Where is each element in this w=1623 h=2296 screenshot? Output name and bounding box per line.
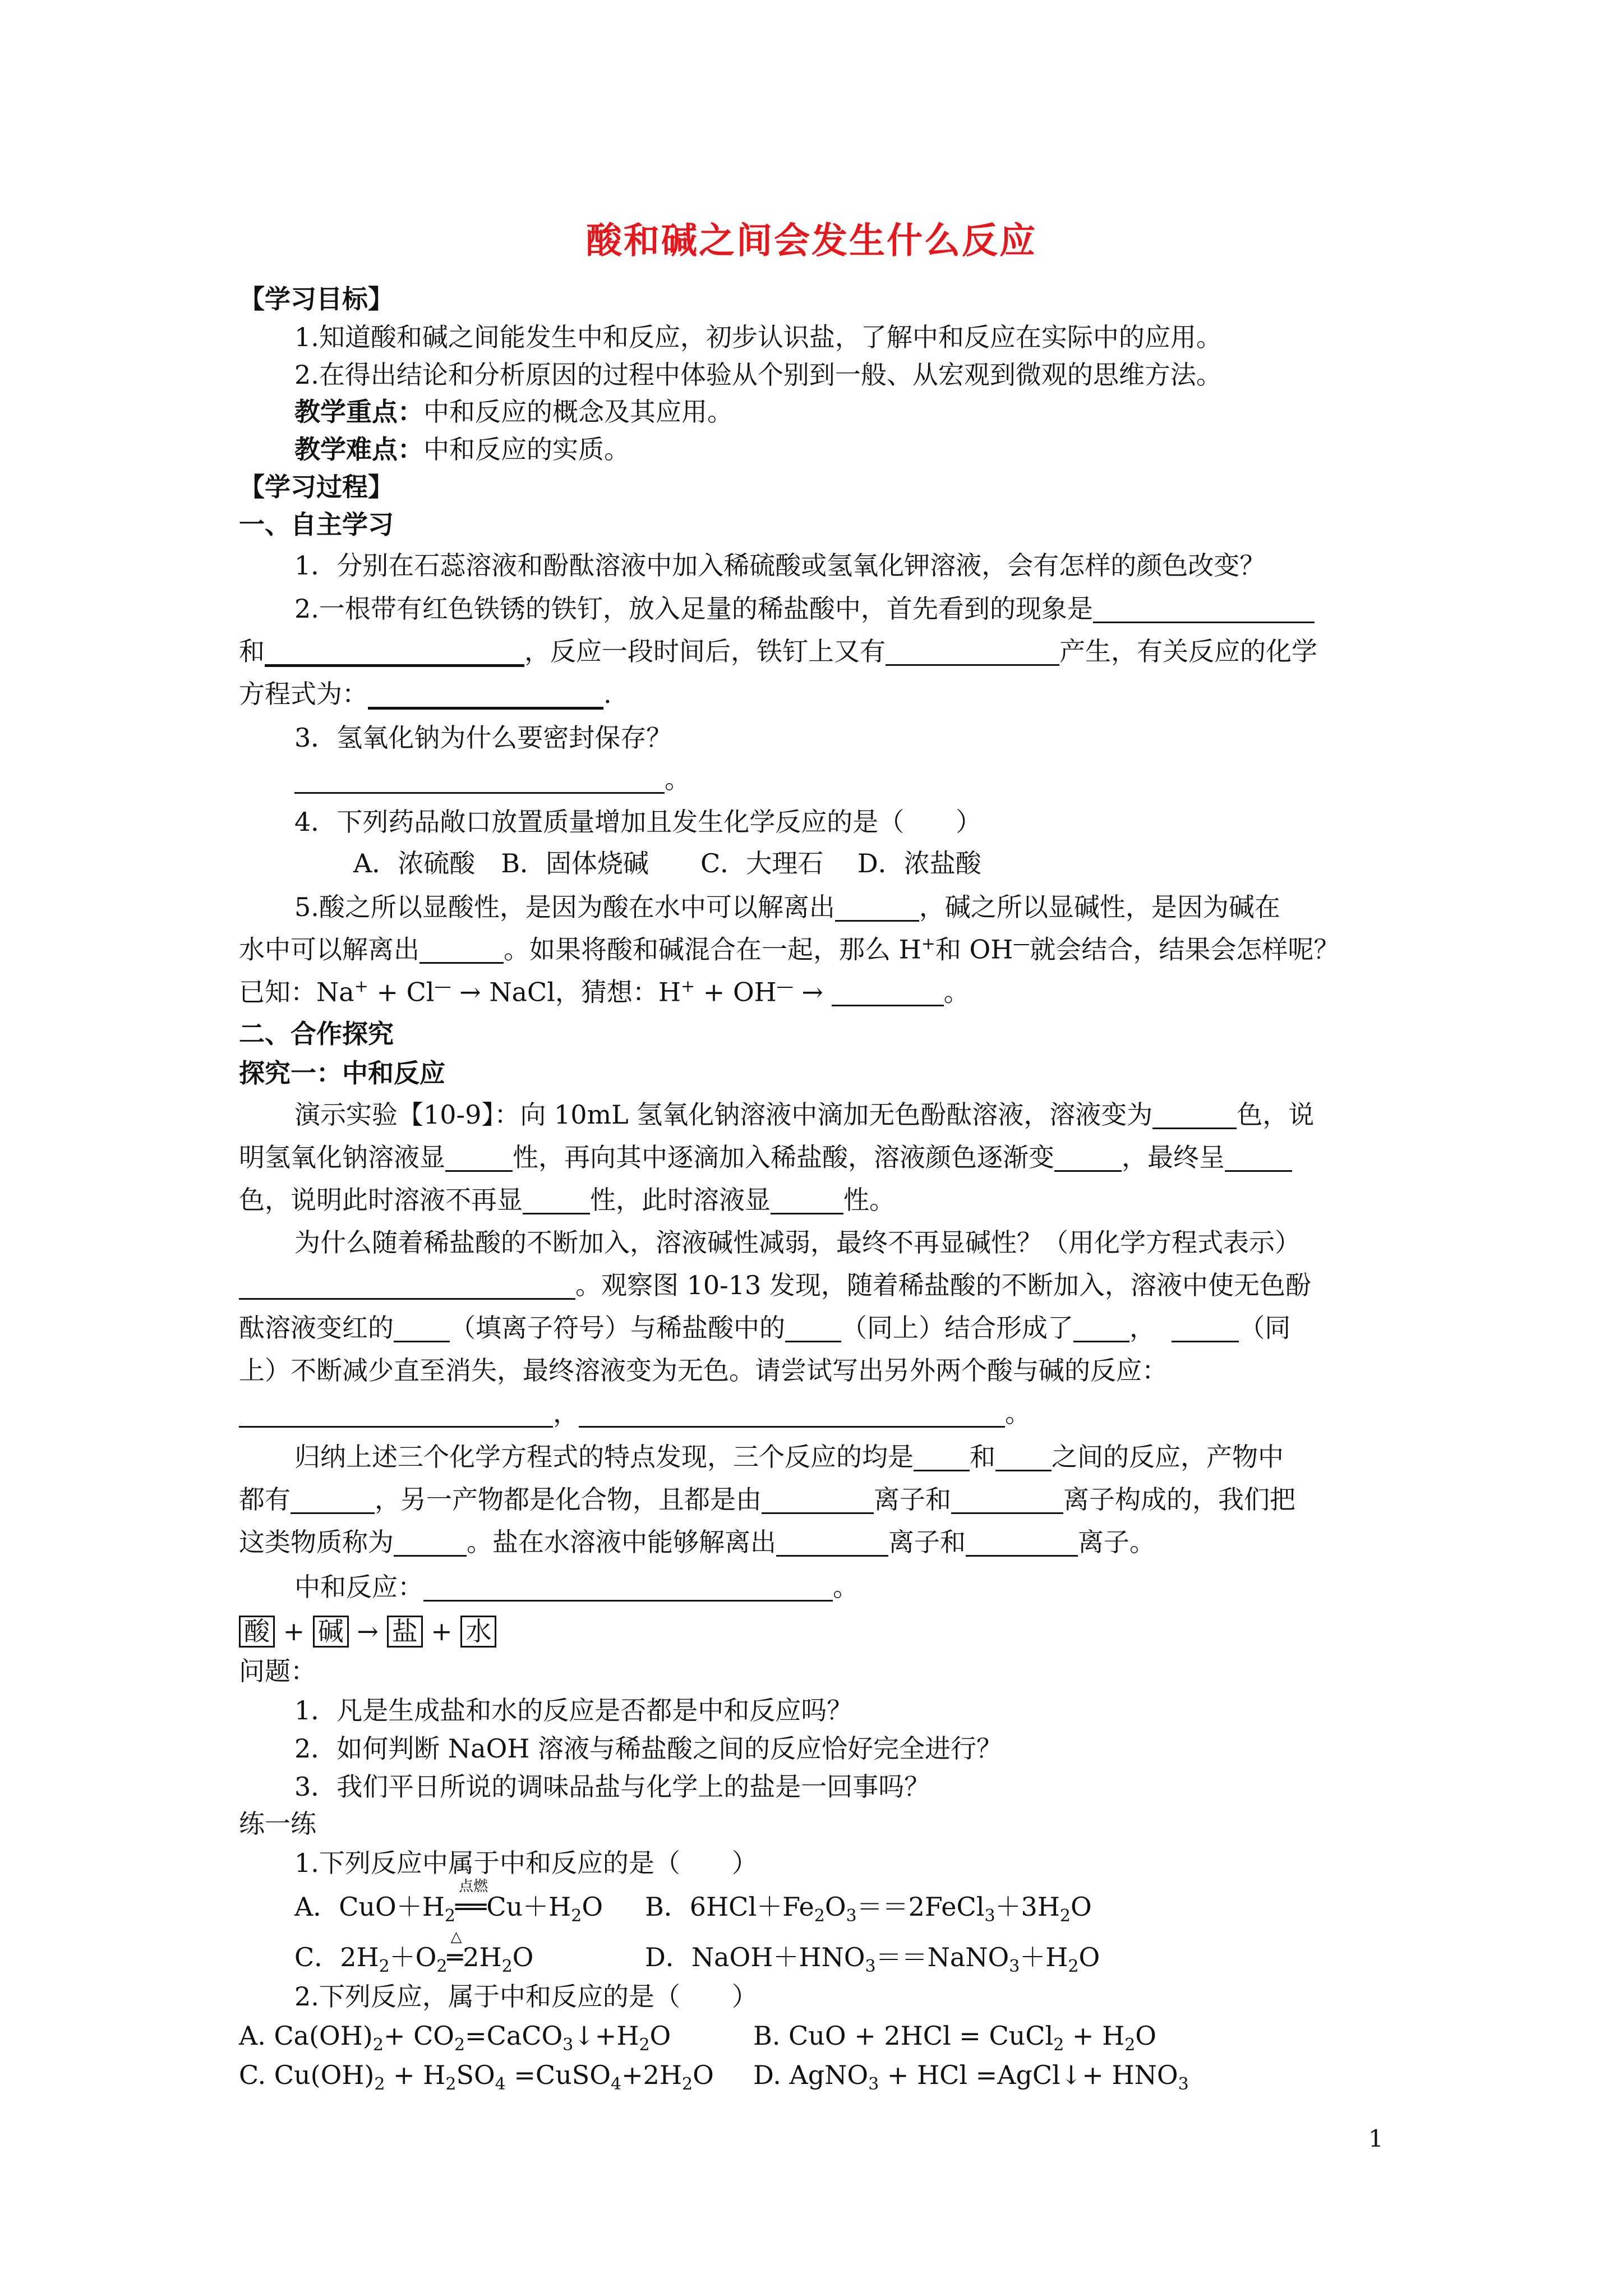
subscript: 2: [445, 2074, 457, 2095]
option-text: + HCl =AgCl↓+ HNO: [879, 2060, 1178, 2090]
section-cooperative: 二、合作探究: [239, 1019, 394, 1049]
question-5-line-2: [239, 936, 1339, 964]
objective-2: 2.在得出结论和分析原因的过程中体验从个别到一般、从宏观到微观的思维方法。: [294, 360, 1222, 390]
practice-1-option-d: [645, 1944, 1100, 1975]
answer-blank[interactable]: [832, 979, 944, 1006]
neutralization-end: 。: [833, 1572, 859, 1602]
answer-blank[interactable]: [1225, 1144, 1292, 1172]
option-text: +2H: [621, 2060, 683, 2090]
answer-blank[interactable]: [239, 1400, 553, 1428]
subscript: 3: [846, 1906, 857, 1926]
option-text: O: [649, 2021, 671, 2051]
summary-text: 这类物质称为: [239, 1527, 394, 1557]
practice-2-option-b: [753, 2023, 1156, 2054]
subscript: 3: [1009, 1957, 1020, 1977]
answer-blank[interactable]: [265, 638, 524, 667]
why-text: ，: [553, 1398, 579, 1428]
option-text: ＝＝NaNO: [875, 1942, 1009, 1972]
answer-blank[interactable]: [1054, 1144, 1122, 1172]
option-text: + H: [385, 2060, 446, 2090]
key-point: [294, 399, 733, 425]
question-5-text: + Cl: [368, 977, 435, 1007]
why-text: （填离子符号）与稀盐酸中的: [450, 1313, 785, 1343]
question-2-line-1: [294, 593, 1315, 624]
question-5-text: ，碱之所以显碱性，是因为碱在: [919, 892, 1280, 922]
summary-line-3: [239, 1529, 1155, 1557]
base-box: 碱: [313, 1616, 349, 1648]
answer-blank[interactable]: [886, 638, 1059, 666]
question-5-text: 水中可以解离出: [239, 934, 419, 965]
subscript: 2: [372, 2035, 384, 2055]
option-text: O: [1078, 1942, 1100, 1972]
practice-question-2: 2.下列反应，属于中和反应的是（ ）: [294, 1981, 758, 2012]
question-5-text: → NaCl，猜想：H: [451, 977, 681, 1007]
demo-label: 演示实验【10-9】: [294, 1099, 495, 1130]
option-text: O: [693, 2060, 714, 2090]
summary-text: 归纳上述三个化学方程式的特点发现，三个反应的均是: [294, 1442, 914, 1472]
answer-blank[interactable]: [239, 1272, 575, 1300]
answer-blank[interactable]: [914, 1444, 970, 1471]
plus-sign: +: [431, 1616, 453, 1646]
option-text: Cu＋H: [486, 1892, 571, 1922]
answer-blank[interactable]: [995, 1444, 1052, 1471]
problem-question-1: 1．凡是生成盐和水的反应是否都是中和反应吗？: [294, 1695, 853, 1726]
demo-text: 性。: [843, 1185, 895, 1215]
practice-2-option-a: [239, 2023, 671, 2054]
option-text: ＋O: [389, 1942, 437, 1972]
option-text: A. Ca(OH): [239, 2021, 373, 2051]
why-text: ，: [1129, 1313, 1155, 1343]
neutralization-definition: [294, 1574, 859, 1602]
answer-blank[interactable]: [1093, 596, 1315, 623]
practice-question-1: 1.下列反应中属于中和反应的是（ ）: [294, 1848, 758, 1878]
subscript: 2: [436, 1957, 448, 1977]
why-text: 。观察图 10-13 发现，随着稀盐酸的不断加入，溶液中使无色酚: [575, 1270, 1311, 1300]
summary-text: 离子和: [888, 1527, 966, 1557]
option-text: ＝＝2FeCl: [856, 1892, 985, 1922]
option-text: O: [1135, 2021, 1156, 2051]
process-header: 【学习过程】: [239, 472, 394, 502]
page-number: 1: [1368, 2125, 1384, 2152]
summary-text: 离子。: [1078, 1527, 1155, 1557]
condition-label: 点燃: [458, 1878, 488, 1895]
question-2-text: ，反应一段时间后，铁钉上又有: [524, 636, 886, 666]
answer-blank[interactable]: [951, 1487, 1063, 1514]
option-text: O: [512, 1942, 534, 1972]
condition-label: △: [450, 1929, 462, 1945]
subscript: 3: [1178, 2074, 1189, 2095]
problem-question-3: 3．我们平日所说的调味品盐与化学上的盐是一回事吗？: [294, 1772, 930, 1802]
summary-text: 都有: [239, 1484, 291, 1515]
question-2-text: 2.一根带有红色铁锈的铁钉，放入足量的稀盐酸中，首先看到的现象是: [294, 593, 1093, 624]
superscript: —: [776, 977, 794, 996]
question-2-line-2: [239, 638, 1317, 667]
question-2-text: 和: [239, 636, 265, 666]
answer-blank[interactable]: [771, 1187, 843, 1214]
summary-text: ，另一产物都是化合物，且都是由: [375, 1484, 762, 1515]
answer-blank[interactable]: [294, 766, 665, 794]
subscript: 2: [682, 2074, 693, 2095]
superscript: —: [434, 977, 451, 996]
option-text: C．2H: [294, 1942, 379, 1972]
practice-1-option-b: [645, 1894, 1092, 1925]
question-2-text: 产生，有关反应的化学: [1059, 636, 1317, 666]
demo-text: 色，说明此时溶液不再显: [239, 1185, 523, 1215]
question-4: 4．下列药品敞口放置质量增加且发生化学反应的是（ ）: [294, 807, 982, 837]
difficulty-text: 中和反应的实质。: [423, 434, 630, 464]
neutralization-label: 中和反应：: [294, 1572, 423, 1602]
superscript: +: [921, 934, 935, 954]
summary-line-2: [239, 1484, 1295, 1515]
questions-label: 问题：: [239, 1656, 316, 1686]
demo-line-3: [239, 1187, 895, 1214]
salt-box: 盐: [387, 1616, 423, 1648]
subscript: 3: [562, 2035, 574, 2055]
subscript: 2: [1059, 1906, 1071, 1926]
question-3-end: 。: [665, 764, 690, 794]
subscript: 2: [1053, 2035, 1064, 2055]
option-text: SO: [456, 2060, 495, 2090]
answer-blank[interactable]: [291, 1487, 375, 1514]
reaction-scheme: [239, 1616, 496, 1648]
option-text: O: [582, 1892, 603, 1922]
answer-blank[interactable]: [394, 1529, 467, 1557]
subscript: 2: [379, 1957, 390, 1977]
demo-text: 明氢氧化钠溶液显: [239, 1142, 445, 1172]
option-text: O: [824, 1892, 846, 1922]
answer-blank[interactable]: [523, 1187, 590, 1214]
why-text: （同上）结合形成了: [841, 1313, 1073, 1343]
subscript: 2: [571, 1906, 582, 1926]
demo-line-2: [239, 1144, 1292, 1172]
summary-text: 和: [970, 1442, 995, 1472]
subscript: 2: [501, 1957, 513, 1977]
question-5-text: 。: [943, 977, 970, 1007]
summary-line-1: [294, 1444, 1284, 1471]
question-2-line-3: [239, 681, 612, 710]
question-5-line-1: [294, 894, 1280, 922]
summary-text: 离子和: [874, 1484, 951, 1515]
option-text: D. AgNO: [753, 2060, 869, 2090]
answer-blank[interactable]: [1152, 1102, 1237, 1129]
answer-blank[interactable]: [762, 1487, 874, 1514]
demo-text: 性，此时溶液显: [590, 1185, 771, 1215]
answer-blank[interactable]: [445, 1144, 513, 1172]
question-5-text: 已知：Na: [239, 977, 354, 1007]
answer-blank[interactable]: [785, 1315, 841, 1342]
question-5-text: 和 OH: [935, 934, 1013, 965]
why-text: （同: [1239, 1313, 1291, 1343]
answer-blank[interactable]: [423, 1574, 833, 1602]
superscript: +: [354, 977, 368, 996]
summary-text: 。盐在水溶液中能够解离出: [467, 1527, 776, 1557]
answer-blank[interactable]: [1172, 1315, 1239, 1342]
answer-blank[interactable]: [419, 936, 504, 964]
option-text: + CO: [383, 2021, 454, 2051]
practice-2-option-c: [239, 2062, 714, 2093]
section-self-study: 一、自主学习: [239, 509, 394, 540]
question-4-options: A．浓硫酸 B．固体烧碱 C．大理石 D．浓盐酸: [353, 848, 981, 878]
why-line-1: 为什么随着稀盐酸的不断加入，溶液碱性减弱，最终不再显碱性？（用化学方程式表示）: [294, 1227, 1301, 1258]
demo-text: ：向 10mL 氢氧化钠溶液中滴加无色酚酞溶液，溶液变为: [494, 1099, 1153, 1130]
practice-2-option-d: [753, 2062, 1189, 2093]
objectives-header: 【学习目标】: [239, 284, 394, 314]
why-text: 酞溶液变红的: [239, 1313, 394, 1343]
explore-1-title: 探究一：中和反应: [239, 1058, 445, 1088]
subscript: 2: [814, 1906, 825, 1926]
key-point-text: 中和反应的概念及其应用。: [423, 397, 733, 427]
question-1: 1．分别在石蕊溶液和酚酞溶液中加入稀硫酸或氢氧化钾溶液，会有怎样的颜色改变？: [294, 550, 1266, 581]
option-text: B. CuO + 2HCl = CuCl: [753, 2021, 1054, 2051]
reaction-condition: △ ═: [447, 1929, 463, 1972]
answer-blank[interactable]: [368, 681, 603, 710]
practice-label: 练一练: [239, 1809, 316, 1839]
subscript: 2: [1124, 2035, 1136, 2055]
why-text: 。: [1005, 1398, 1031, 1428]
question-5-text: 就会结合，结果会怎样呢？: [1030, 934, 1340, 965]
subscript: 2: [374, 2074, 385, 2095]
subscript: 2: [1068, 1957, 1079, 1977]
demo-text: 性，再向其中逐滴加入稀盐酸，溶液颜色逐渐变: [513, 1142, 1054, 1172]
option-text: B．6HCl＋Fe: [645, 1892, 814, 1922]
subscript: 4: [610, 2074, 622, 2095]
page-title: 酸和碱之间会发生什么反应: [586, 220, 1037, 262]
difficulty-point: [294, 436, 630, 462]
plus-sign: +: [283, 1616, 305, 1646]
question-5-text: + OH: [695, 977, 777, 1007]
option-text: A．CuO＋H: [294, 1892, 445, 1922]
question-2-text: .: [603, 679, 612, 709]
acid-box: 酸: [239, 1616, 275, 1648]
practice-1-option-c: [294, 1929, 534, 1977]
subscript: 3: [865, 1957, 876, 1977]
answer-blank[interactable]: [579, 1400, 1005, 1428]
why-line-5: [239, 1400, 1031, 1428]
option-text: ＋3H: [995, 1892, 1060, 1922]
subscript: 3: [984, 1906, 995, 1926]
option-text: =CuSO: [505, 2060, 611, 2090]
subscript: 2: [454, 2035, 465, 2055]
summary-text: 之间的反应，产物中: [1052, 1442, 1284, 1472]
question-3-answer: [294, 766, 690, 794]
problem-question-2: 2．如何判断 NaOH 溶液与稀盐酸之间的反应恰好完全进行？: [294, 1733, 1003, 1764]
demo-text: ，最终呈: [1122, 1142, 1225, 1172]
subscript: 4: [495, 2074, 506, 2095]
question-5-text: 5.酸之所以显酸性，是因为酸在水中可以解离出: [294, 892, 835, 922]
option-text: ＋H: [1020, 1942, 1068, 1972]
summary-text: 离子构成的，我们把: [1063, 1484, 1295, 1515]
answer-blank[interactable]: [966, 1529, 1078, 1557]
subscript: 2: [444, 1906, 455, 1926]
question-3: 3．氢氧化钠为什么要密封保存？: [294, 723, 672, 753]
option-text: D．NaOH＋HNO: [645, 1942, 865, 1972]
question-5-text: 。如果将酸和碱混合在一起，那么 H: [504, 934, 921, 965]
reaction-condition: 点燃 ══: [455, 1878, 488, 1922]
option-text: =CaCO: [465, 2021, 563, 2051]
objective-1: 1.知道酸和碱之间能发生中和反应，初步认识盐，了解中和反应在实际中的应用。: [294, 322, 1222, 352]
why-line-4: 上）不断减少直至消失，最终溶液变为无色。请尝试写出另外两个酸与碱的反应：: [239, 1355, 1168, 1386]
question-5-text: →: [793, 977, 832, 1007]
arrow-icon: →: [357, 1616, 379, 1646]
answer-blank[interactable]: [835, 894, 919, 922]
option-text: 2H: [463, 1942, 502, 1972]
demo-text: 色，说: [1237, 1099, 1315, 1130]
subscript: 2: [639, 2035, 650, 2055]
option-text: O: [1071, 1892, 1092, 1922]
superscript: —: [1013, 934, 1030, 954]
water-box: 水: [460, 1616, 496, 1648]
question-2-text: 方程式为：: [239, 679, 368, 709]
answer-blank[interactable]: [776, 1529, 888, 1557]
option-text: ↓+H: [573, 2021, 639, 2051]
option-text: C. Cu(OH): [239, 2060, 375, 2090]
option-text: + H: [1064, 2021, 1125, 2051]
demo-line-1: [294, 1099, 1315, 1130]
subscript: 3: [868, 2074, 879, 2095]
why-line-3: [239, 1315, 1290, 1342]
question-5-line-3: [239, 978, 970, 1006]
practice-1-option-a: [294, 1878, 603, 1926]
answer-blank[interactable]: [394, 1315, 450, 1342]
key-point-label: 教学重点：: [294, 397, 423, 427]
why-line-2: [239, 1272, 1311, 1300]
difficulty-label: 教学难点：: [294, 434, 423, 464]
answer-blank[interactable]: [1073, 1315, 1129, 1342]
superscript: +: [681, 977, 695, 996]
